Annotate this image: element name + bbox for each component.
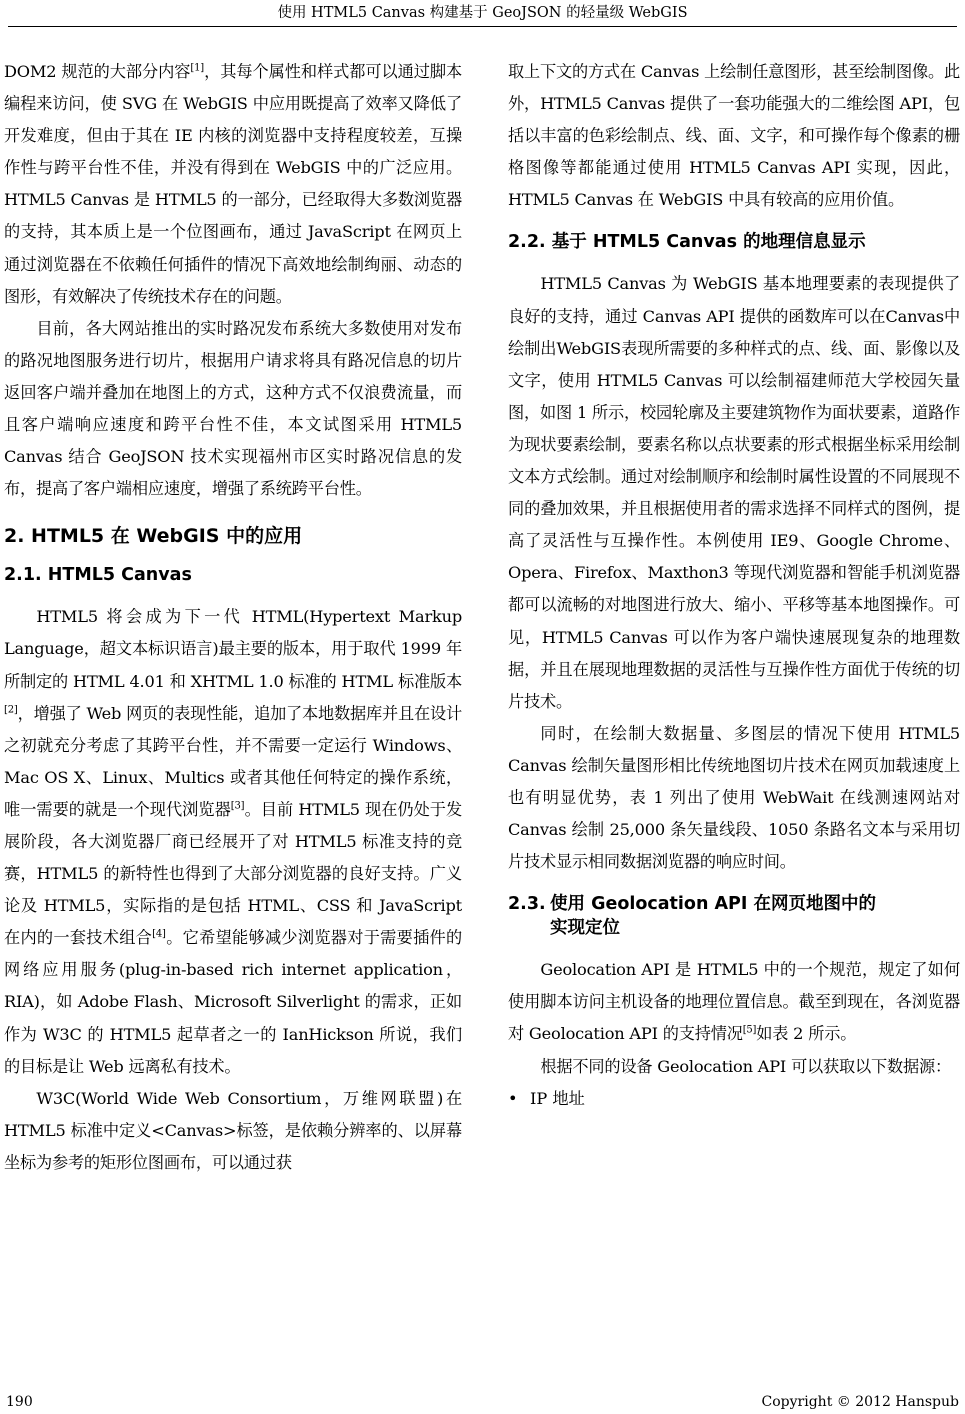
- running-title: 使用 HTML5 Canvas 构建基于 GeoJSON 的轻量级 WebGIS: [277, 5, 688, 21]
- paragraph: [4, 601, 462, 1082]
- citation[interactable]: [5]: [742, 1025, 757, 1037]
- paragraph: 根据不同的设备 Geolocation API 可以获取以下数据源：: [540, 1056, 951, 1076]
- text: DOM2 规范的大部分内容: [4, 62, 191, 81]
- list-item-text: IP 地址: [530, 1088, 585, 1108]
- citation[interactable]: [3]: [230, 800, 245, 812]
- citation[interactable]: [1]: [190, 62, 204, 74]
- text: ，其每个属性和样式都可以通过脚本编程来访问，使 SVG 在 WebGIS 中应用既提高了效率又降低了开发难度，但由于其在 IE 内核的浏览器中支持程度较差，互操作性与跨平台性不佳，并没有得到在 WebGIS 中的广泛应用。HTML5 Canvas 是 HTML5 的一部分，已经取得大多数浏览器的支持，其本质上是一个位图画布，通过 JavaScript 在网页上通过浏览器在不依赖任何插件的情况下高效地绘制绚丽、动态的图形，有效解决了传统技术存在的问题。: [4, 62, 462, 306]
- text: 如表 2 所示。: [756, 1024, 857, 1044]
- text: Geolocation API 是 HTML5 中的一个规范，规定了如何使用脚本访问主机设备的地理位置信息。截至到现在，各浏览器对 Geolocation API 的支持情况: [508, 960, 960, 1044]
- copyright: Copyright © 2012 Hanspub: [761, 1394, 959, 1410]
- paragraph: HTML5 Canvas 为 WebGIS 基本地理要素的表现提供了良好的支持，通过 Canvas API 提供的函数库可以在Canvas中绘制出WebGIS表现所需要的多种样式的点、线、面、影像以及文字，使用 HTML5 Canvas 可以绘制福建师范大学校园矢量图，如图 1 所示，校园轮廓及主要建筑物作为面状要素，道路作为现状要素绘制，要素名称以点状要素的形式根据坐标采用绘制文本方式绘制。通过对绘制顺序和绘制时属性设置的不同展现不同的叠加效果，并且根据使用者的需求选择不同样式的图例，提高了灵活性与互操作性。本例使用 IE9、Google Chrome、Opera、Firefox、Maxthon3 等现代浏览器和智能手机浏览器都可以流畅的对地图进行放大、缩小、平移等基本地图操作。可见，HTML5 Canvas 可以作为客户端快速展现复杂的地理数据，并且在展现地理数据的灵活性与互操作性方面优于传统的切片技术。: [508, 274, 960, 711]
- left-column: [4, 56, 462, 1179]
- paragraph: W3C(World Wide Web Consortium，万维网联盟)在 HTML5 标准中定义<Canvas>标签，是依赖分辨率的、以屏幕坐标为参考的矩形位图画布，可以通过获: [4, 1088, 462, 1172]
- heading-number: 2.3.: [508, 894, 546, 915]
- subsection-heading: 2.1. HTML5 Canvas: [4, 565, 192, 586]
- text: 。目前 HTML5 现在仍处于发展阶段，各大浏览器厂商已经展开了对 HTML5 标准支持的竞赛，HTML5 的新特性也得到了大部分浏览器的良好支持。广义论及 HTML5，实际指的是包括 HTML、CSS 和 JavaScript 在内的一套技术组合: [4, 799, 462, 948]
- paragraph: 同时，在绘制大数据量、多图层的情况下使用 HTML5 Canvas 绘制矢量图形相比传统地图切片技术在网页加载速度上也有明显优势，表 1 列出了使用 WebWait 在线测速网站对 Canvas 绘制 25,000 条矢量线段、1050 条路名文本与采用切片技术显示相同数据浏览器的响应时间。: [508, 723, 960, 872]
- heading-text: 使用 Geolocation API 在网页地图中的: [550, 894, 876, 915]
- header-rule: [8, 26, 957, 27]
- citation[interactable]: [4]: [152, 928, 166, 940]
- paragraph: 目前，各大网站推出的实时路况发布系统大多数使用对发布的路况地图服务进行切片，根据用户请求将具有路况信息的切片返回客户端并叠加在地图上的方式，这种方式不仅浪费流量，而且客户端响应速度和跨平台性不佳，本文试图采用 HTML5 Canvas 结合 GeoJSON 技术实现福州市区实时路况信息的发布，提高了客户端相应速度，增强了系统跨平台性。: [4, 318, 462, 499]
- right-column: [508, 56, 960, 1115]
- section-heading: 2. HTML5 在 WebGIS 中的应用: [4, 525, 303, 548]
- paragraph: [4, 56, 462, 313]
- heading-text-continued: 实现定位: [550, 918, 620, 939]
- text: HTML5 将会成为下一代 HTML(Hypertext Markup Language，超文本标识语言)最主要的版本，用于取代 1999 年所制定的 HTML 4.01 和 XHTML 1.0 标准的 HTML 标准版本: [4, 607, 462, 691]
- text: 。它希望能够减少浏览器对于需要插件的网络应用服务(plug-in-based rich internet application，RIA)，如 Adobe Flash、Microsoft Silverlight 的需求，正如作为 W3C 的 HTML5 起草者之一的 IanHickson 所说，我们的目标是让 Web 远离私有技术。: [4, 928, 462, 1076]
- bullet-icon: •: [508, 1088, 518, 1108]
- list-item: [508, 1083, 960, 1115]
- paragraph: [508, 954, 960, 1050]
- subsection-heading: 2.2. 基于 HTML5 Canvas 的地理信息显示: [508, 232, 866, 253]
- citation[interactable]: [2]: [4, 704, 18, 716]
- subsection-heading: [508, 892, 960, 940]
- text: ，增强了 Web 网页的表现性能，追加了本地数据库并且在设计之初就充分考虑了其跨平台性，并不需要一定运行 Windows、Mac OS X、Linux、Multics 或者其他任何特定的操作系统，唯一需要的就是一个现代浏览器: [4, 703, 462, 819]
- paragraph: 取上下文的方式在 Canvas 上绘制任意图形，甚至绘制图像。此外，HTML5 Canvas 提供了一套功能强大的二维绘图 API，包括以丰富的色彩绘制点、线、面、文字，和可操作每个像素的栅格图像等都能通过使用 HTML5 Canvas API 实现，因此，HTML5 Canvas 在 WebGIS 中具有较高的应用价值。: [508, 62, 960, 210]
- page-number: 190: [6, 1394, 33, 1410]
